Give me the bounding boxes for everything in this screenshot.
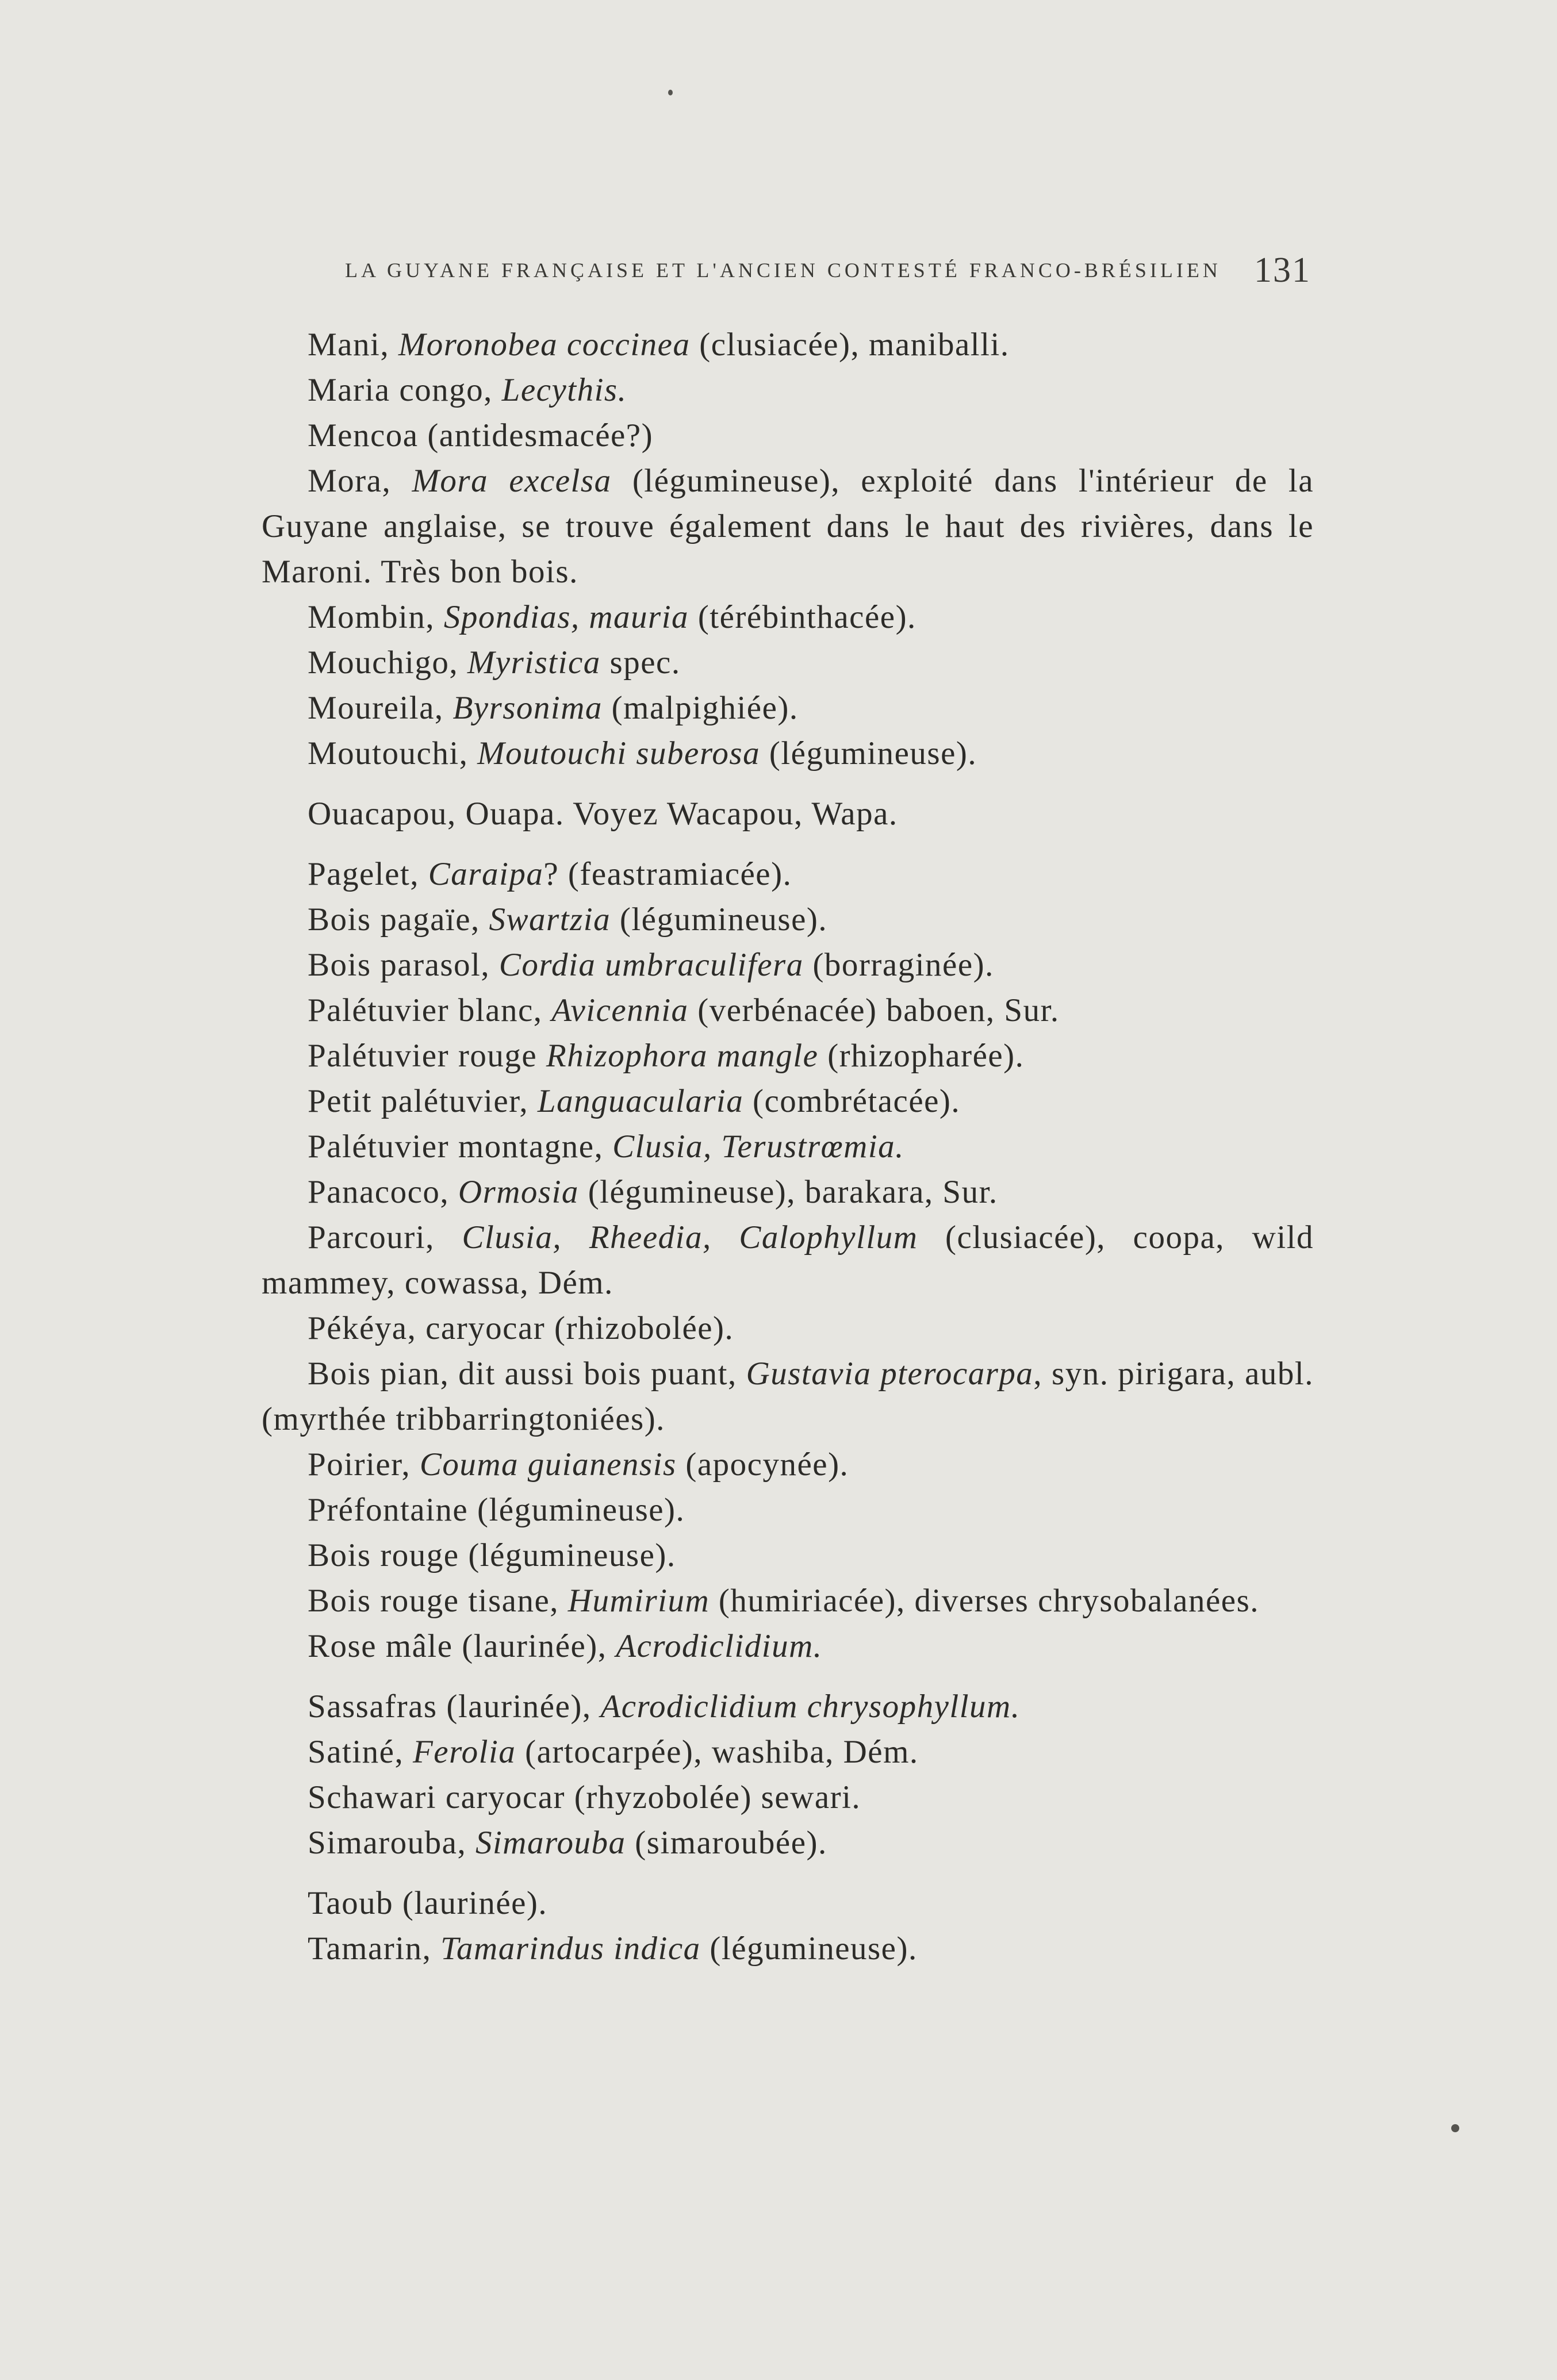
- entry-text: Ouacapou, Ouapa. Voyez Wacapou, Wapa.: [308, 796, 898, 832]
- glossary-entry: [262, 897, 1314, 942]
- entry-text: (rhizopharée).: [818, 1038, 1025, 1074]
- latin-name: Gustavia pterocarpa: [746, 1356, 1034, 1392]
- glossary-entry: [262, 988, 1314, 1033]
- entry-text: Panacoco,: [308, 1174, 458, 1210]
- latin-name: Moronobea coccinea: [398, 327, 691, 363]
- glossary-entry: [262, 1533, 1314, 1578]
- glossary-entry: [262, 1078, 1314, 1124]
- glossary-entry: [262, 1880, 1314, 1926]
- glossary-entry: [262, 458, 1314, 594]
- running-title: LA GUYANE FRANÇAISE ET L'ANCIEN CONTESTÉ FRANCO-BRÉSILIEN: [345, 259, 1221, 282]
- latin-name: Mora excelsa: [412, 463, 612, 499]
- entry-text: (légumineuse), barakara, Sur.: [578, 1174, 998, 1210]
- entry-text: Moutouchi,: [308, 735, 478, 771]
- glossary-entry: [262, 1775, 1314, 1820]
- entry-text: (malpighiée).: [602, 690, 799, 726]
- entry-text: Taoub (laurinée).: [308, 1885, 548, 1921]
- glossary-entry: [262, 1351, 1314, 1442]
- entry-text: Pékéya, caryocar (rhizobolée).: [308, 1310, 734, 1346]
- entry-text: (combrétacée).: [743, 1083, 961, 1119]
- latin-name: Ormosia: [458, 1174, 579, 1210]
- entry-text: Sassafras (laurinée),: [308, 1688, 601, 1725]
- entry-text: Mencoa (antidesmacée?): [308, 417, 654, 454]
- entry-text: spec.: [600, 644, 681, 681]
- entry-text: (clusiacée), coopa, wild mammey, cowassa, Dém.: [262, 1219, 1314, 1301]
- entry-text: Maria congo,: [308, 372, 502, 408]
- paper-speck: [1451, 2124, 1459, 2132]
- glossary-entry: [262, 1033, 1314, 1078]
- glossary-entry: [262, 685, 1314, 731]
- entry-text: Bois parasol,: [308, 947, 499, 983]
- glossary-entry: [262, 413, 1314, 458]
- glossary-entry: [262, 1820, 1314, 1865]
- entry-text: (artocarpée), washiba, Dém.: [516, 1734, 919, 1770]
- latin-name: Humirium: [567, 1583, 710, 1619]
- page-number: 131: [1254, 251, 1311, 290]
- latin-name: Caraipa: [428, 856, 544, 892]
- entry-text: Petit palétuvier,: [308, 1083, 538, 1119]
- entry-text: , syn. pirigara, aubl. (myrthée tribbarringtoniées).: [262, 1356, 1314, 1437]
- entry-text: Bois rouge tisane,: [308, 1583, 568, 1619]
- latin-name: Ferolia: [412, 1734, 516, 1770]
- entry-text: Palétuvier montagne,: [308, 1128, 613, 1165]
- latin-name: Swartzia: [489, 901, 611, 938]
- entry-text: Mora,: [308, 463, 412, 499]
- entry-text: Parcouri,: [308, 1219, 462, 1256]
- latin-name: Clusia, Terustrœmia.: [612, 1128, 904, 1165]
- glossary-entry: [262, 1578, 1314, 1623]
- entry-text: (verbénacée) baboen, Sur.: [688, 992, 1060, 1028]
- glossary-entry: [262, 367, 1314, 413]
- entry-text: Pagelet,: [308, 856, 428, 892]
- entry-text: Schawari caryocar (rhyzobolée) sewari.: [308, 1779, 861, 1815]
- glossary-entry: [262, 1169, 1314, 1215]
- glossary-entry: [262, 1623, 1314, 1669]
- glossary-entry: [262, 1124, 1314, 1169]
- entry-text: Moureila,: [308, 690, 453, 726]
- glossary-entry: [262, 594, 1314, 640]
- glossary-entries: [262, 322, 1314, 1971]
- entry-text: Mouchigo,: [308, 644, 467, 681]
- latin-name: Acrodiclidium.: [616, 1628, 823, 1664]
- entry-text: (légumineuse).: [611, 901, 828, 938]
- glossary-entry: [262, 942, 1314, 988]
- glossary-entry: [262, 851, 1314, 897]
- entry-text: (simaroubée).: [626, 1825, 827, 1861]
- latin-name: Simarouba: [475, 1825, 626, 1861]
- entry-text: Palétuvier rouge: [308, 1038, 546, 1074]
- entry-text: (légumineuse).: [700, 1930, 918, 1967]
- entry-text: Bois pian, dit aussi bois puant,: [308, 1356, 746, 1392]
- entry-text: (apocynée).: [676, 1446, 849, 1483]
- latin-name: Rhizophora mangle: [546, 1038, 819, 1074]
- glossary-entry: [262, 640, 1314, 685]
- glossary-entry: [262, 1442, 1314, 1487]
- entry-text: (térébinthacée).: [689, 599, 916, 635]
- entry-text: (humiriacée), diverses chrysobalanées.: [710, 1583, 1260, 1619]
- latin-name: Couma guianensis: [419, 1446, 677, 1483]
- glossary-entry: [262, 1684, 1314, 1729]
- glossary-entry: [262, 1306, 1314, 1351]
- running-header: [345, 247, 1311, 293]
- entry-text: Poirier,: [308, 1446, 420, 1483]
- latin-name: Myristica: [467, 644, 601, 681]
- entry-text: Tamarin,: [308, 1930, 441, 1967]
- latin-name: Byrsonima: [452, 690, 603, 726]
- entry-text: (légumineuse), exploité dans l'intérieur de la Guyane anglaise, se trouve également dans le haut des rivières, dans le Maroni. Très bon bois.: [262, 463, 1314, 590]
- glossary-entry: [262, 731, 1314, 776]
- latin-name: Clusia, Rheedia, Calophyllum: [462, 1219, 918, 1256]
- entry-text: Mani,: [308, 327, 398, 363]
- glossary-entry: [262, 791, 1314, 836]
- latin-name: Moutouchi suberosa: [477, 735, 761, 771]
- latin-name: Avicennia: [551, 992, 689, 1028]
- glossary-entry: [262, 1215, 1314, 1306]
- entry-text: Rose mâle (laurinée),: [308, 1628, 616, 1664]
- entry-text: Simarouba,: [308, 1825, 475, 1861]
- glossary-entry: [262, 1487, 1314, 1533]
- entry-text: Satiné,: [308, 1734, 413, 1770]
- latin-name: Languacularia: [537, 1083, 744, 1119]
- latin-name: Lecythis.: [501, 372, 627, 408]
- latin-name: Cordia umbraculifera: [498, 947, 804, 983]
- glossary-entry: [262, 1926, 1314, 1971]
- glossary-entry: [262, 322, 1314, 367]
- latin-name: Tamarindus indica: [440, 1930, 701, 1967]
- entry-text: (légumineuse).: [760, 735, 977, 771]
- entry-text: Bois rouge (légumineuse).: [308, 1537, 676, 1573]
- latin-name: Acrodiclidium chrysophyllum.: [600, 1688, 1021, 1725]
- entry-text: Palétuvier blanc,: [308, 992, 552, 1028]
- entry-text: Mombin,: [308, 599, 444, 635]
- entry-text: Préfontaine (légumineuse).: [308, 1492, 685, 1528]
- latin-name: Spondias, mauria: [443, 599, 689, 635]
- entry-text: (clusiacée), maniballi.: [690, 327, 1010, 363]
- entry-text: ? (feastramiacée).: [543, 856, 792, 892]
- entry-text: (borraginée).: [803, 947, 994, 983]
- entry-text: Bois pagaïe,: [308, 901, 489, 938]
- glossary-entry: [262, 1729, 1314, 1775]
- paper-speck: [668, 90, 673, 95]
